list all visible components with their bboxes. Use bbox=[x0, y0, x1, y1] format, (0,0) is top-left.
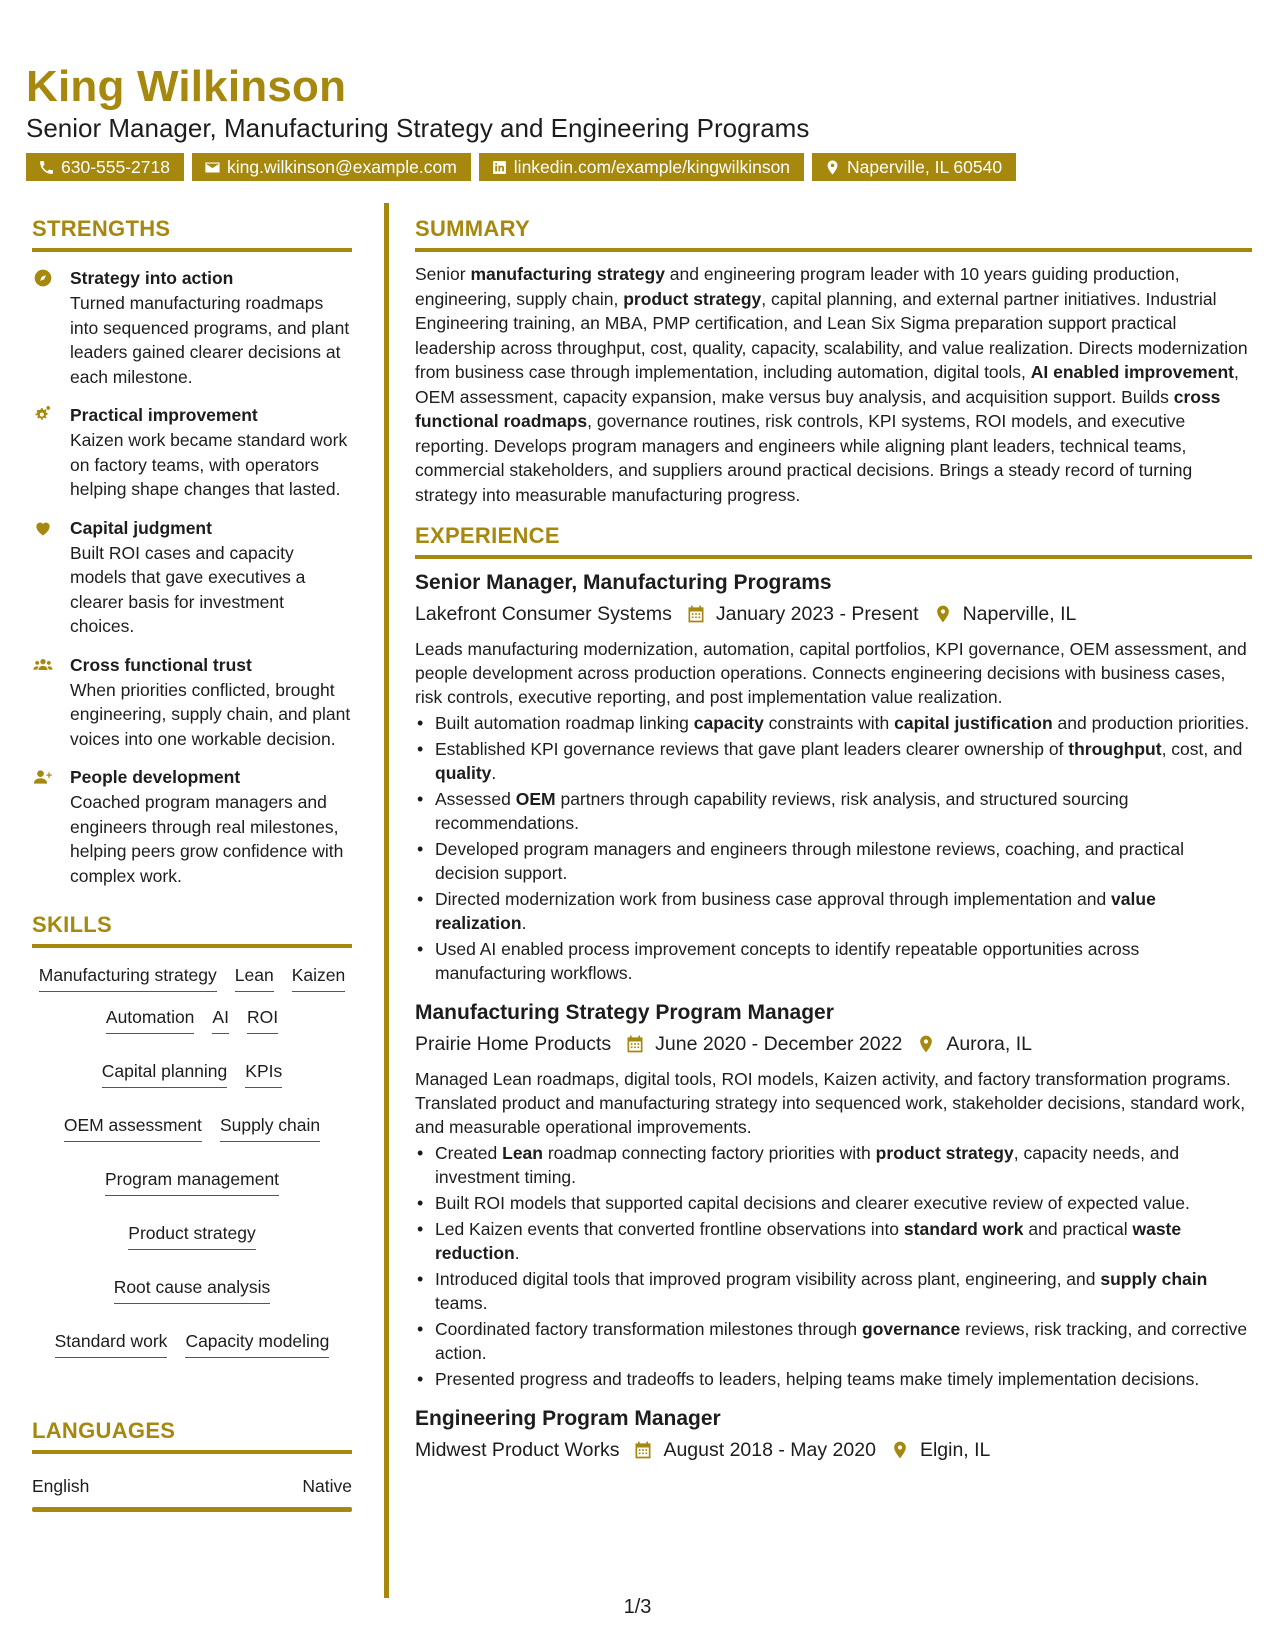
skill-tag: Automation bbox=[106, 1004, 195, 1034]
strength-title: People development bbox=[70, 767, 241, 787]
column-divider bbox=[384, 203, 389, 1598]
skill-tag: Program management bbox=[105, 1166, 279, 1196]
summary-text: Senior manufacturing strategy and engineering program leader with 10 years guiding production, engineering, supply chain, product strategy, capital planning, and external partner initiatives. Industrial Engineering training, an MBA, PMP certification, and Lean Six Sigma preparation support practical leadership across throughput, cost, quality, capacity, scalability, and value realization. Directs modernization from business case through implementation, including automation, digital tools, AI enabled improvement, OEM assessment, capacity expansion, make versus buy analysis, and acquisition support. Builds cross functional roadmaps, governance routines, risk controls, KPI systems, ROI models, and executive reporting. Develops program managers and engineers while aligning plant leaders, technical teams, commercial stakeholders, and suppliers around practical decisions. Brings a steady record of turning strategy into measurable manufacturing progress. bbox=[415, 264, 1248, 505]
skill-tag: Manufacturing strategy bbox=[39, 962, 217, 992]
skill-tag: AI bbox=[212, 1004, 229, 1034]
job-dates: January 2023 - Present bbox=[715, 603, 919, 625]
job-bullet: • Coordinated factory transformation milestones through governance reviews, risk tracking, and corrective action. bbox=[415, 1317, 1252, 1365]
phone-icon bbox=[38, 159, 55, 176]
strength-title: Capital judgment bbox=[70, 517, 212, 538]
job-dates: August 2018 - May 2020 bbox=[663, 1439, 876, 1461]
job-bullet: • Introduced digital tools that improved program visibility across plant, engineering, and supply chain teams. bbox=[415, 1267, 1252, 1315]
location-pin-icon bbox=[824, 159, 841, 176]
headline: Senior Manager, Manufacturing Strategy and Engineering Programs bbox=[26, 113, 810, 143]
skills-list bbox=[32, 962, 352, 1358]
job-bullets bbox=[415, 1141, 1252, 1391]
left-column bbox=[32, 216, 352, 1512]
contact-phone[interactable] bbox=[26, 153, 184, 181]
calendar-icon bbox=[686, 604, 706, 624]
strength-title: Practical improvement bbox=[70, 405, 258, 425]
job-location: Elgin, IL bbox=[919, 1439, 991, 1461]
job-location: Naperville, IL bbox=[962, 603, 1077, 625]
calendar-icon bbox=[625, 1034, 645, 1054]
job-bullet: • Assessed OEM partners through capability reviews, risk analysis, and structured sourcing recommendations. bbox=[415, 787, 1252, 835]
job-meta bbox=[415, 599, 1252, 629]
job-bullet: • Built ROI models that supported capital decisions and clearer executive review of expected value. bbox=[415, 1191, 1252, 1215]
contact-email-text: king.wilkinson@example.com bbox=[226, 157, 457, 177]
skill-tag: ROI bbox=[247, 1004, 278, 1034]
skill-tag: Lean bbox=[235, 962, 274, 992]
strength-item bbox=[32, 765, 352, 888]
contact-bar bbox=[26, 153, 1016, 181]
user-plus-icon bbox=[32, 767, 54, 787]
job-bullet: • Developed program managers and engineers through milestone reviews, coaching, and practical decision support. bbox=[415, 837, 1252, 885]
job-company: Prairie Home Products bbox=[415, 1033, 612, 1055]
job-description: Managed Lean roadmaps, digital tools, ROI models, Kaizen activity, and factory transformation programs. Translated product and manufacturing strategy into sequenced work, stakeholder decisions, standard work, and measurable operational improvements. bbox=[415, 1069, 1246, 1137]
skill-tag: OEM assessment bbox=[64, 1112, 202, 1142]
strength-title: Cross functional trust bbox=[70, 654, 252, 675]
strength-desc: Coached program managers and engineers through real milestones, helping peers grow confidence with complex work. bbox=[70, 792, 344, 886]
skill-tag: Supply chain bbox=[220, 1112, 320, 1142]
contact-location-text: Naperville, IL 60540 bbox=[847, 157, 1003, 177]
languages-heading: LANGUAGES bbox=[32, 1418, 352, 1454]
job-dates: June 2020 - December 2022 bbox=[655, 1033, 903, 1055]
skill-tag: KPIs bbox=[245, 1058, 282, 1088]
summary-heading: SUMMARY bbox=[415, 216, 1252, 252]
job-bullet: • Created Lean roadmap connecting factory priorities with product strategy, capacity needs, and investment timing. bbox=[415, 1141, 1252, 1189]
job-entry bbox=[415, 999, 1252, 1391]
page-number: 1/3 bbox=[623, 1596, 652, 1618]
job-meta bbox=[415, 1435, 1252, 1465]
location-pin-icon bbox=[916, 1034, 936, 1054]
job-bullets bbox=[415, 711, 1252, 985]
job-location: Aurora, IL bbox=[946, 1033, 1032, 1055]
job-description: Leads manufacturing modernization, automation, capital portfolios, KPI governance, OEM assessment, and people development across production operations. Connects engineering decisions with business cases, risk controls, executive reporting, and post implementation value realization. bbox=[415, 639, 1247, 707]
job-title: Engineering Program Manager bbox=[415, 1407, 721, 1430]
location-pin-icon bbox=[933, 604, 953, 624]
strength-desc: Kaizen work became standard work on factory teams, with operators helping shape changes that lasted. bbox=[70, 430, 348, 499]
job-title: Senior Manager, Manufacturing Programs bbox=[415, 571, 832, 594]
job-meta bbox=[415, 1029, 1252, 1059]
job-bullet: • Directed modernization work from business case approval through implementation and value realization. bbox=[415, 887, 1252, 935]
language-level-bar bbox=[32, 1507, 352, 1512]
strength-desc: Turned manufacturing roadmaps into sequenced programs, and plant leaders gained clearer decisions at each milestone. bbox=[70, 293, 350, 387]
strength-desc: Built ROI cases and capacity models that gave executives a clearer basis for investment choices. bbox=[70, 542, 306, 636]
job-bullet: • Built automation roadmap linking capacity constraints with capital justification and production priorities. bbox=[415, 711, 1252, 735]
skill-tag: Product strategy bbox=[128, 1220, 255, 1250]
location-pin-icon bbox=[890, 1440, 910, 1460]
job-bullet: • Led Kaizen events that converted frontline observations into standard work and practical waste reduction. bbox=[415, 1217, 1252, 1265]
compass-icon bbox=[32, 268, 54, 288]
job-bullet: • Established KPI governance reviews that gave plant leaders clearer ownership of throughput, cost, and quality. bbox=[415, 737, 1252, 785]
heart-icon bbox=[32, 518, 54, 538]
strength-title: Strategy into action bbox=[70, 268, 234, 288]
calendar-icon bbox=[633, 1440, 653, 1460]
experience-heading: EXPERIENCE bbox=[415, 523, 1252, 559]
strengths-heading: STRENGTHS bbox=[32, 216, 352, 252]
skill-tag: Root cause analysis bbox=[114, 1274, 271, 1304]
right-column bbox=[415, 216, 1252, 1465]
strength-item bbox=[32, 516, 352, 639]
skill-tag: Capacity modeling bbox=[185, 1328, 329, 1358]
contact-phone-text: 630-555-2718 bbox=[61, 157, 170, 177]
skill-tag: Standard work bbox=[55, 1328, 168, 1358]
envelope-icon bbox=[204, 159, 221, 176]
job-entry bbox=[415, 569, 1252, 985]
language-row bbox=[32, 1476, 352, 1507]
job-entry bbox=[415, 1405, 1252, 1465]
contact-email[interactable] bbox=[192, 153, 471, 181]
strength-item bbox=[32, 266, 352, 389]
job-bullet: • Used AI enabled process improvement concepts to identify repeatable opportunities across manufacturing workflows. bbox=[415, 937, 1252, 985]
job-company: Midwest Product Works bbox=[415, 1439, 620, 1461]
job-bullet: • Presented progress and tradeoffs to leaders, helping teams make timely implementation decisions. bbox=[415, 1367, 1252, 1391]
skill-tag: Capital planning bbox=[102, 1058, 228, 1088]
strength-item bbox=[32, 403, 352, 502]
strength-desc: When priorities conflicted, brought engineering, supply chain, and plant voices into one workable decision. bbox=[70, 679, 351, 749]
strength-item bbox=[32, 653, 352, 752]
job-company: Lakefront Consumer Systems bbox=[415, 603, 672, 625]
candidate-name: King Wilkinson bbox=[26, 62, 347, 111]
users-icon bbox=[32, 655, 54, 675]
contact-location bbox=[812, 153, 1016, 181]
job-title: Manufacturing Strategy Program Manager bbox=[415, 1001, 834, 1024]
gears-icon bbox=[32, 405, 54, 425]
language-name: English bbox=[32, 1476, 90, 1496]
language-level: Native bbox=[302, 1476, 352, 1496]
skill-tag: Kaizen bbox=[292, 962, 346, 992]
contact-linkedin-text: linkedin.com/example/kingwilkinson bbox=[513, 157, 791, 177]
skills-heading: SKILLS bbox=[32, 912, 352, 948]
contact-linkedin[interactable] bbox=[479, 153, 804, 181]
linkedin-icon bbox=[491, 159, 508, 176]
